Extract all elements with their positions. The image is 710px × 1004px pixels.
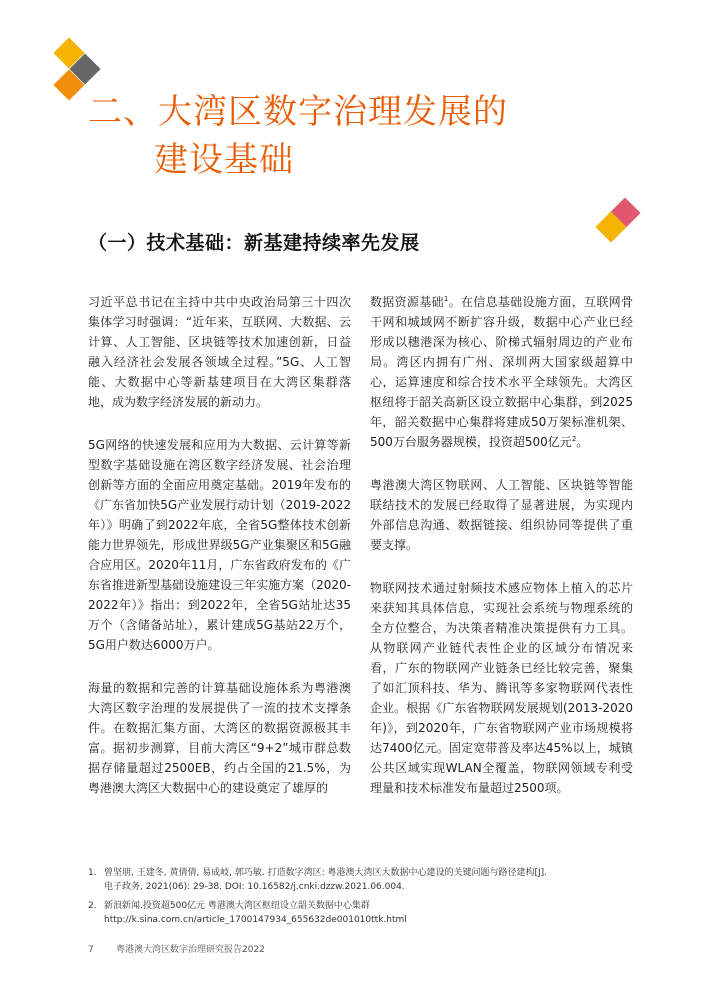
page-footer [88, 942, 265, 955]
footnote-ref-1[interactable]: 1 [443, 295, 449, 303]
right-diamond-decoration [596, 200, 646, 250]
footnote-text: 新浪新闻.投资超500亿元 粤港澳大湾区枢纽设立韶关数据中心集群 [104, 901, 370, 911]
chapter-title [88, 88, 508, 184]
footnote-text: 曾坚朋, 王建冬, 黄倩倩, 易成岐, 郭巧敏. 打造数字湾区: 粤港澳大湾区大数据中心建设的关键问题与路径建构[J]. [104, 868, 548, 878]
footnote-item [88, 866, 628, 894]
body-paragraph: 习近平总书记在主持中共中央政治局第三十四次集体学习时强调：“近年来，互联网、大数据、云计算、人工智能、区块链等技术加速创新，日益融入经济社会发展各领域全过程。”5G、人工智能、大数据中心等新基建项目在大湾区集群落地，成为数字经济发展的新动力。 [88, 295, 351, 409]
body-paragraph: 粤港澳大湾区物联网、人工智能、区块链等智能联结技术的发展已经取得了显著进展，为实现内外部信息沟通、数据链接、组织协同等提供了重要支撑。 [370, 478, 633, 552]
footnote-body [104, 899, 407, 927]
left-text-column [88, 292, 351, 821]
footnote-number: 2. [88, 901, 97, 911]
body-paragraph: 物联网技术通过射频技术感应物体上植入的芯片来获知其具体信息，实现社会系统与物理系统的全方位整合，为决策者精准决策提供有力工具。从物联网产业链代表性企业的区域分布情况来看，广东的物联网产业链条已经比较完善，聚集了如汇顶科技、华为、腾讯等多家物联网代表性企业。根据《广东省物联网发展规划(2013-2020年)》，到2020年，广东省物联网产业市场规模将达7400亿元。固定宽带普及率达45%以上，城镇公共区域实现WLAN全覆盖，物联网领域专利受理量和技术标准发布量超过2500项。 [370, 581, 633, 795]
body-text: 。 [576, 435, 589, 449]
footnotes [88, 866, 628, 932]
body-paragraph [370, 292, 633, 452]
section-title: （一）技术基础：新基建持续率先发展 [88, 232, 420, 254]
body-paragraph: 海量的数据和完善的计算基础设施体系为粤港澳大湾区数字治理的发展提供了一流的技术支撑条件。在数据汇集方面，大湾区的数据资源极其丰富。据初步测算，目前大湾区“9+2”城市群总数据存储量超过2500EB，约占全国的21.5%，为粤港澳大湾区大数据中心的建设奠定了雄厚的 [88, 681, 351, 795]
footnote-link[interactable]: http://k.sina.com.cn/article_1700147934_655632de001010ttk.html [104, 915, 407, 925]
footnote-text: 电子政务, 2021(06): 29-38. DOI: 10.16582/j.cnki.dzzw.2021.06.004. [104, 882, 405, 892]
body-text: 。在信息基础设施方面，互联网骨干网和城域网不断扩容升级，数据中心产业已经形成以穗港深为核心、阶梯式辐射周边的产业布局。湾区内拥有广州、深圳两大国家级超算中心，运算速度和综合技术水平全球领先。大湾区枢纽将于韶关高新区设立数据中心集群，到2025年，韶关数据中心集群将建成50万架标准机架、500万台服务器规模，投资超500亿元 [370, 295, 633, 449]
report-title: 粤港澳大湾区数字治理研究报告2022 [116, 945, 265, 955]
body-paragraph: 5G网络的快速发展和应用为大数据、云计算等新型数字基础设施在湾区数字经济发展、社会治理创新等方面的全面应用奠定基础。2019年发布的《广东省加快5G产业发展行动计划（2019-2022年）》明确了到2022年底，全省5G整体技术创新能力世界领先，形成世界级5G产业集聚区和5G融合应用区。2020年11月，广东省政府发布的《广东省推进新型基础设施建设三年实施方案（2020-2022年）》指出：到2022年，全省5G站址达35万个（含储备站址），累计建成5G基站22万个，5G用户数达6000万户。 [88, 438, 351, 652]
right-text-column [370, 292, 633, 821]
page-number: 7 [88, 945, 94, 955]
body-text: 数据资源基础 [370, 295, 444, 309]
footnote-ref-2[interactable]: 2 [571, 435, 577, 443]
footnote-body [104, 866, 547, 894]
chapter-title-line-1: 二、大湾区数字治理发展的 [88, 92, 508, 132]
footnote-item [88, 899, 628, 927]
chapter-title-line-2: 建设基础 [154, 140, 294, 180]
footnote-number: 1. [88, 868, 97, 878]
